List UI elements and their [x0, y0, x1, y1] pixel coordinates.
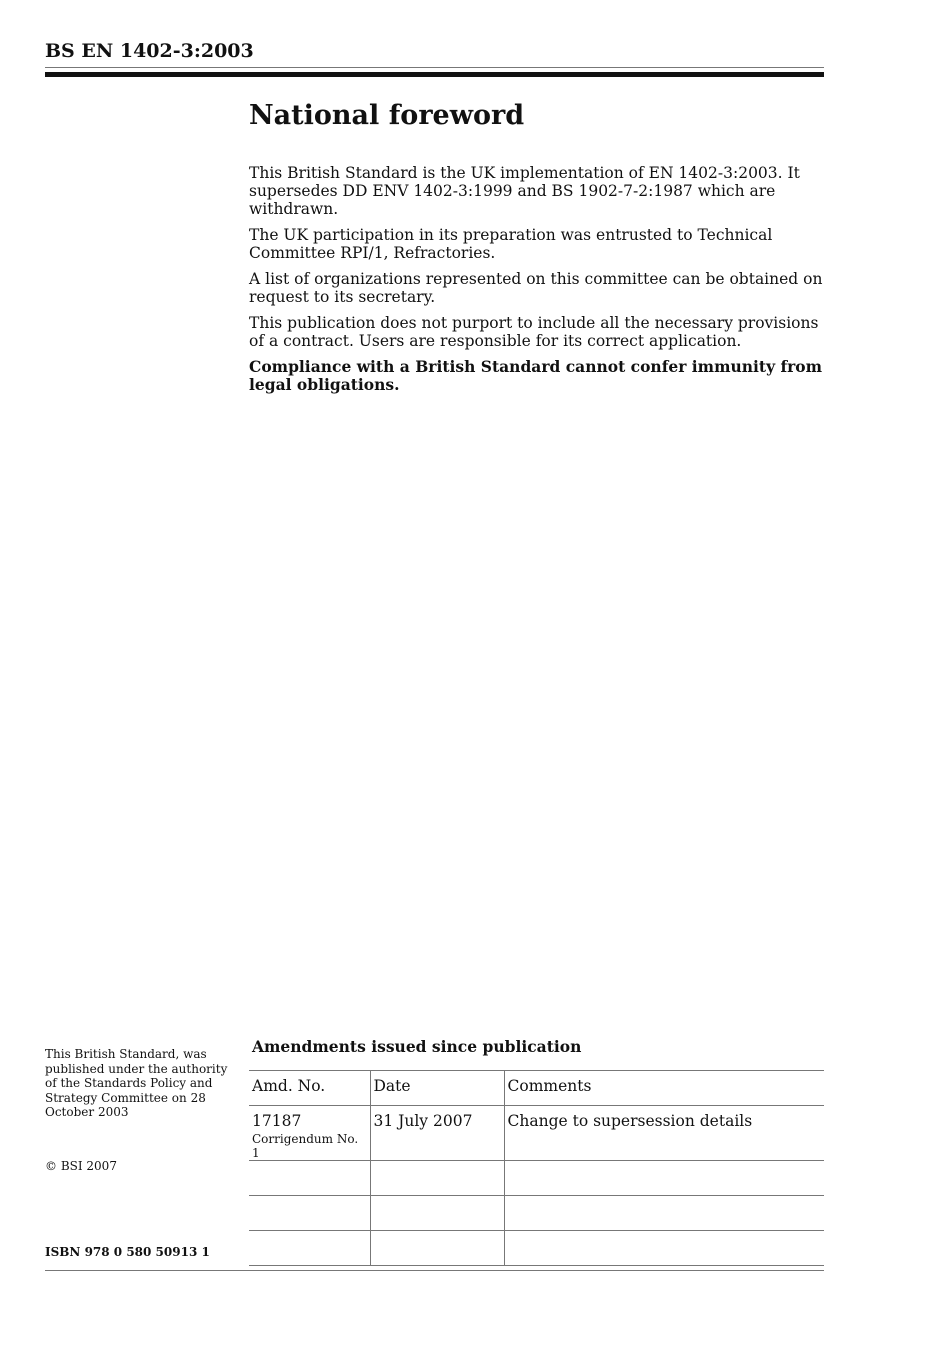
- publication-note: This British Standard, was published under the authority of the Standards Policy and Strategy Committee on 28 October 2003: [45, 1047, 228, 1119]
- cell-amd-no: [249, 1106, 370, 1161]
- cell-comments: Change to supersession details: [504, 1106, 824, 1161]
- document-id: BS EN 1402-3:2003: [45, 40, 254, 62]
- table-row-empty: [249, 1231, 824, 1266]
- amendments-heading: Amendments issued since publication: [252, 1037, 582, 1056]
- column-header-date: Date: [370, 1071, 504, 1106]
- page-title: National foreword: [249, 100, 525, 131]
- cell-date: 31 July 2007: [370, 1106, 504, 1161]
- paragraph-organizations: A list of organizations represented on this committee can be obtained on request to its secretary.: [249, 270, 823, 306]
- foreword-body: [249, 164, 829, 402]
- table-row-empty: [249, 1161, 824, 1196]
- isbn: ISBN 978 0 580 50913 1: [45, 1245, 210, 1259]
- header-rule-thin: [45, 67, 824, 68]
- footer-rule: [45, 1270, 824, 1271]
- amendments-table: [249, 1070, 824, 1266]
- table-row-empty: [249, 1196, 824, 1231]
- header-rule-thick: [45, 72, 824, 77]
- amd-note: Corrigendum No. 1: [252, 1132, 359, 1160]
- copyright: © BSI 2007: [45, 1159, 117, 1173]
- column-header-comments: Comments: [504, 1071, 824, 1106]
- paragraph-implementation: This British Standard is the UK implementation of EN 1402-3:2003. It supersedes DD ENV 1402-3:1999 and BS 1902-7-2:1987 which are withdrawn.: [249, 164, 800, 218]
- column-header-amd-no: Amd. No.: [249, 1071, 370, 1106]
- table-row: [249, 1106, 824, 1161]
- amd-number: 17187: [252, 1112, 302, 1130]
- paragraph-committee: The UK participation in its preparation was entrusted to Technical Committee RPI/1, Refractories.: [249, 226, 773, 262]
- paragraph-compliance: Compliance with a British Standard cannot confer immunity from legal obligations.: [249, 357, 823, 394]
- paragraph-provisions: This publication does not purport to include all the necessary provisions of a contract. Users are responsible for its correct application.: [249, 314, 819, 350]
- table-header-row: [249, 1071, 824, 1106]
